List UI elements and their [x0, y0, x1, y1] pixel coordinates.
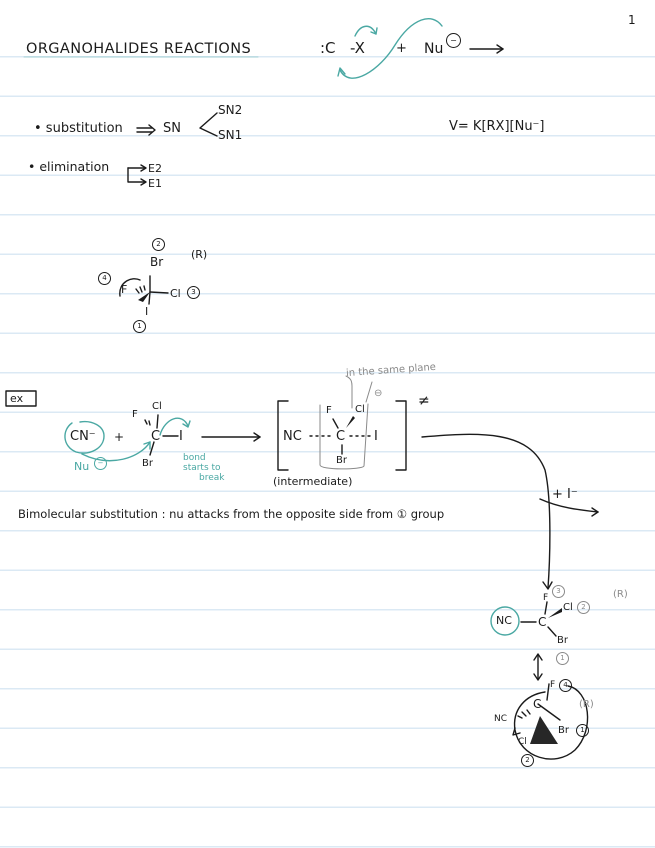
sn-label: SN	[163, 121, 181, 136]
page-title: ORGANOHALIDES REACTIONS	[26, 41, 252, 57]
chiral-cl: Cl	[170, 287, 181, 300]
header-charge: −	[446, 33, 461, 48]
ts-br: Br	[336, 455, 347, 466]
rotated-nc: NC	[494, 714, 508, 724]
priority-badge-f: 4	[98, 272, 111, 285]
product-priority-br: 1	[556, 652, 569, 665]
rotated-priority-f: 4	[559, 679, 572, 692]
rotated-cl: Cl	[518, 737, 527, 747]
ts-i: I	[374, 429, 378, 444]
rotated-f: F	[550, 680, 556, 690]
bond-note-line2: starts to	[183, 463, 221, 473]
header-nucleophile: Nu	[424, 41, 444, 57]
ts-nc: NC	[283, 429, 302, 444]
header-plus: +	[396, 41, 407, 56]
summary-line: Bimolecular substitution : nu attacks from the opposite side from ① group	[18, 507, 445, 521]
rotated-priority-cl: 2	[521, 754, 534, 767]
substrate-f: F	[132, 409, 138, 420]
ts-cl: Cl	[355, 404, 365, 415]
ts-f: F	[326, 405, 332, 416]
product-c: C	[538, 615, 547, 629]
ts-charge-icon: ⊖	[374, 388, 383, 399]
page-number: 1	[628, 13, 636, 27]
leaving-group: + I⁻	[552, 487, 578, 502]
bond-note-line1: bond	[183, 453, 206, 463]
nu-charge-icon: −	[94, 457, 107, 470]
ts-dagger: ≠	[418, 393, 430, 409]
nucleophile-cn: CN⁻	[70, 429, 96, 444]
chiral-f: F	[121, 283, 128, 296]
nu-label: Nu	[74, 460, 90, 473]
bond-break-arrow	[355, 26, 376, 36]
priority-badge-br: 2	[152, 238, 165, 251]
header-carbon: :C	[320, 39, 336, 57]
intermediate-label: (intermediate)	[273, 475, 353, 488]
rotated-priority-br: 1	[576, 724, 589, 737]
plus-sign: +	[114, 430, 125, 444]
product-nc: NC	[496, 614, 512, 627]
product-priority-cl: 2	[577, 601, 590, 614]
bond-note-line3: break	[199, 473, 225, 483]
rotated-config: (R)	[579, 699, 594, 710]
header-bond-x: -X	[350, 39, 365, 57]
product-br: Br	[557, 635, 568, 646]
substrate-c: C	[151, 429, 161, 444]
sn1-label: SN1	[218, 128, 243, 142]
rotated-br: Br	[558, 725, 569, 736]
chiral-br: Br	[150, 255, 164, 269]
chiral-i: I	[145, 305, 149, 318]
ex-label: ex	[10, 392, 24, 405]
substrate-br: Br	[142, 458, 153, 469]
priority-badge-cl: 3	[187, 286, 200, 299]
rotated-c: C	[533, 697, 542, 711]
sn2-label: SN2	[218, 103, 243, 117]
substrate-i: I	[179, 429, 183, 444]
substrate-cl: Cl	[152, 401, 162, 412]
priority-badge-i: 1	[133, 320, 146, 333]
rate-law: V= K[RX][Nu⁻]	[449, 119, 545, 134]
e1-label: E1	[148, 177, 162, 190]
product-config: (R)	[613, 589, 628, 600]
product-cl: Cl	[563, 602, 573, 613]
e2-label: E2	[148, 162, 162, 175]
product-f: F	[543, 593, 549, 603]
elimination-label: • elimination	[28, 159, 110, 174]
same-plane-note: in the same plane	[345, 361, 437, 380]
product-priority-f: 3	[552, 585, 565, 598]
chiral-config: (R)	[191, 248, 208, 261]
substitution-label: • substitution	[34, 121, 123, 136]
ts-c: C	[336, 429, 346, 444]
